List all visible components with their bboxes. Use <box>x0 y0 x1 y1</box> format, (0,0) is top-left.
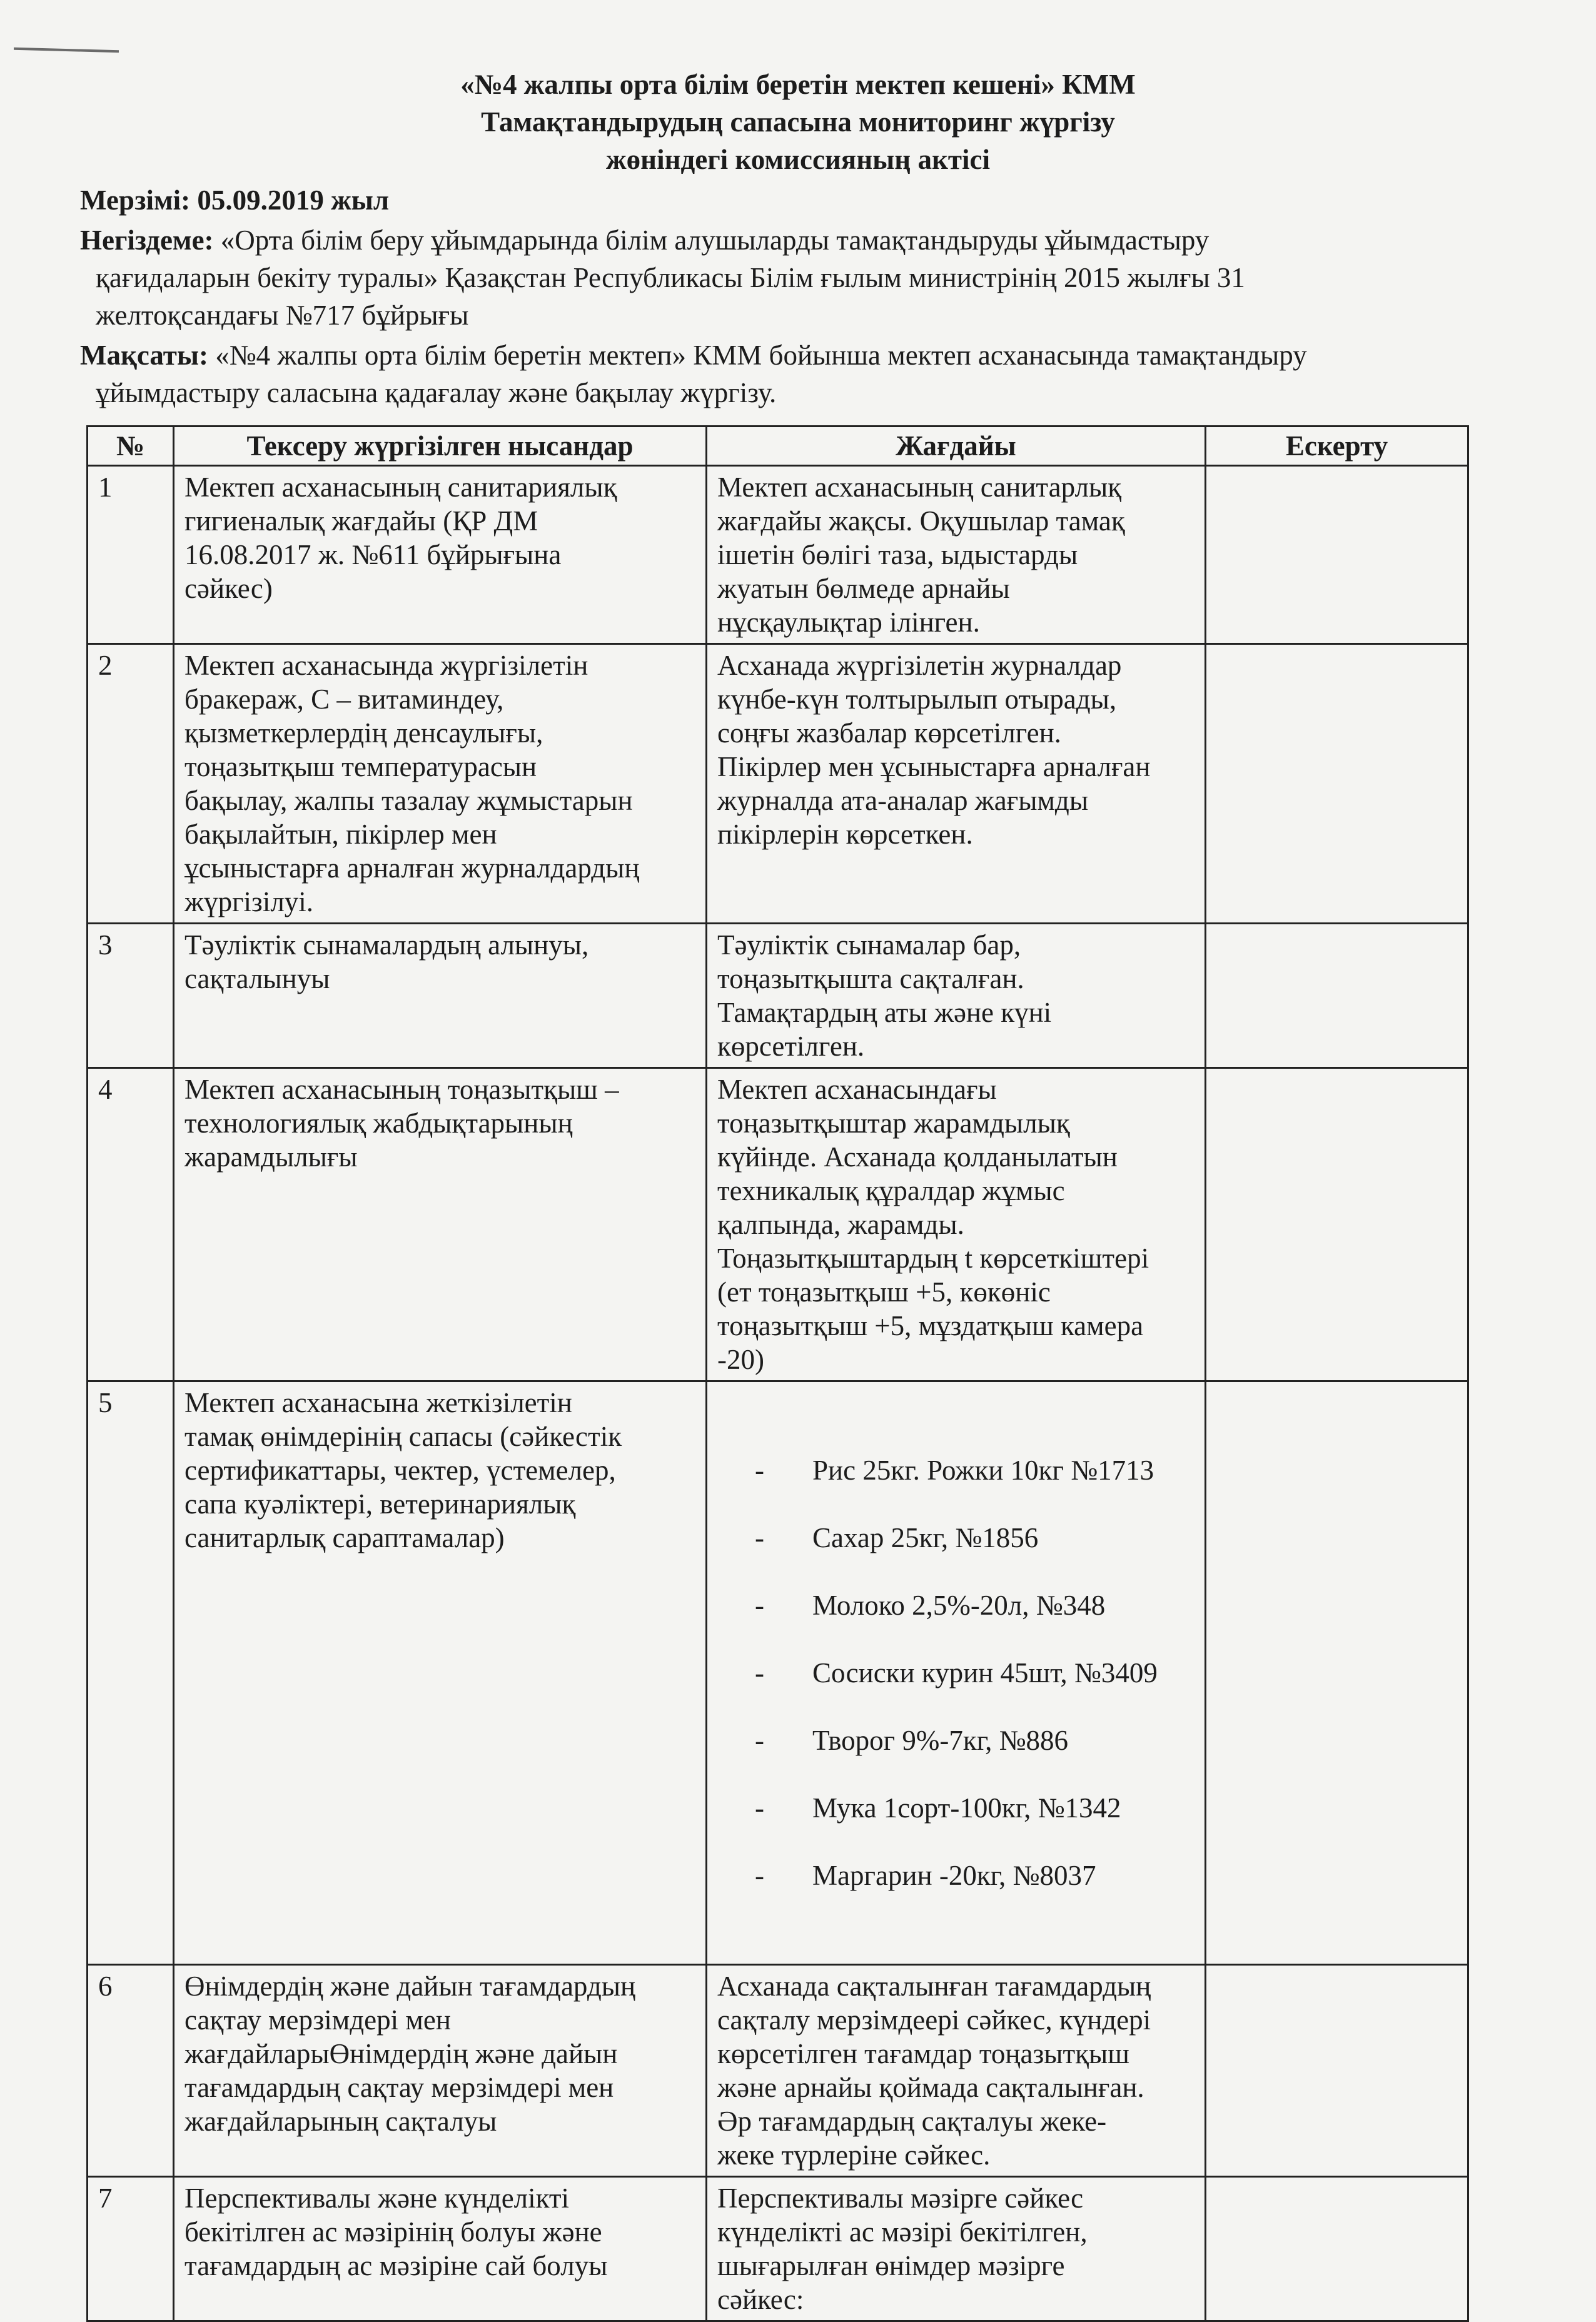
table-row <box>88 1068 1468 1381</box>
product-item: Творог 9%-7кг, №886 <box>812 1725 1069 1756</box>
row-status: Перспективалы мәзірге сәйкес күнделікті ас мәзірі бекітілген, шығарылған өнімдер мәзірге сәйкес: <box>707 2177 1206 2321</box>
goal-line-2: ұйымдастыру саласына қадағалау және бақылау жүргізу. <box>96 377 777 408</box>
goal-row <box>80 336 1481 411</box>
product-item: Молоко 2,5%-20л, №348 <box>812 1590 1106 1621</box>
date-value: 05.09.2019 жыл <box>197 184 390 216</box>
product-item: Маргарин -20кг, №8037 <box>812 1860 1096 1891</box>
product-list <box>717 1420 1194 1926</box>
row-note <box>1206 644 1468 924</box>
table-header-row <box>88 427 1468 466</box>
basis-line-3: желтоқсандағы №717 бұйрығы <box>96 300 469 331</box>
monitoring-table <box>86 425 1469 2322</box>
date-label: Мерзімі: <box>80 184 191 216</box>
product-item: Сахар 25кг, №1856 <box>812 1522 1039 1553</box>
document-header <box>0 66 1596 178</box>
date-row <box>80 181 1481 219</box>
row-number: 2 <box>88 644 174 924</box>
row-note <box>1206 466 1468 644</box>
col-header-number: № <box>88 427 174 466</box>
list-item: - Маргарин -20кг, №8037 <box>755 1860 1096 1891</box>
row-object: Мектеп асханасында жүргізілетін бракераж, С – витаминдеу, қызметкерлердің денсаулығы, тоңазытқыш температурасын бақылау, жалпы тазалау жұмыстарын бақылайтын, пікірлер мен ұсыныстарға арналған журналдардың жүргізілуі. <box>174 644 707 924</box>
product-item: Мука 1сорт-100кг, №1342 <box>812 1792 1121 1824</box>
list-item: - Мука 1сорт-100кг, №1342 <box>755 1792 1121 1824</box>
basis-line-2: қағидаларын бекіту туралы» Қазақстан Республикасы Білім ғылым министрінің 2015 жылғы 31 <box>96 262 1245 293</box>
table-row <box>88 644 1468 924</box>
row-object: Мектеп асханасының тоңазытқыш – технологиялық жабдықтарының жарамдылығы <box>174 1068 707 1381</box>
row-status: Тәуліктік сынамалар бар, тоңазытқышта сақталған. Тамақтардың аты және күні көрсетілген. <box>707 924 1206 1068</box>
list-item: - Сахар 25кг, №1856 <box>755 1522 1039 1553</box>
row-note <box>1206 1381 1468 1965</box>
row-note <box>1206 1068 1468 1381</box>
row-status: Асханада сақталынған тағамдардың сақталу мерзімдеері сәйкес, күндері көрсетілген тағамдар тоңазытқыш және арнайы қоймада сақталынған. Әр тағамдардың сақталуы жеке- жеке түрлеріне сәйкес. <box>707 1965 1206 2177</box>
row-number: 3 <box>88 924 174 1068</box>
basis-row <box>80 221 1481 334</box>
row-status-list <box>707 1381 1206 1965</box>
col-header-note: Ескерту <box>1206 427 1468 466</box>
table-row <box>88 2177 1468 2321</box>
table-row <box>88 924 1468 1068</box>
list-item: - Рис 25кг. Рожки 10кг №1713 <box>755 1455 1154 1486</box>
basis-label: Негіздеме: <box>80 225 214 256</box>
row-status: Мектеп асханасының санитарлық жағдайы жақсы. Оқушылар тамақ ішетін бөлігі таза, ыдыстарды жуатын бөлмеде арнайы нұсқаулықтар ілінген. <box>707 466 1206 644</box>
list-item: - Творог 9%-7кг, №886 <box>755 1725 1069 1756</box>
row-object: Өнімдердің және дайын тағамдардың сақтау мерзімдері мен жағдайларыӨнімдердің және дайын тағамдардың сақтау мерзімдері мен жағдайларының сақталуы <box>174 1965 707 2177</box>
goal-label: Мақсаты: <box>80 340 208 371</box>
table-row <box>88 1965 1468 2177</box>
row-note <box>1206 924 1468 1068</box>
basis-line-1: «Орта білім беру ұйымдарында білім алушыларды тамақтандыруды ұйымдастыру <box>220 225 1210 256</box>
table-row <box>88 466 1468 644</box>
document-meta <box>80 181 1481 414</box>
row-object: Перспективалы және күнделікті бекітілген ас мәзірінің болуы және тағамдардың ас мәзіріне сай болуы <box>174 2177 707 2321</box>
row-object: Тәуліктік сынамалардың алынуы, сақталынуы <box>174 924 707 1068</box>
row-number: 5 <box>88 1381 174 1965</box>
row-number: 1 <box>88 466 174 644</box>
col-header-status: Жағдайы <box>707 427 1206 466</box>
row-status: Асханада жүргізілетін журналдар күнбе-күн толтырылып отырады, соңғы жазбалар көрсетілген. Пікірлер мен ұсыныстарға арналған журналда ата-аналар жағымды пікірлерін көрсеткен. <box>707 644 1206 924</box>
row-status: Мектеп асханасындағы тоңазытқыштар жарамдылық күйінде. Асханада қолданылатын техникалық құралдар жұмыс қалпында, жарамды. Тоңазытқыштардың t көрсеткіштері (ет тоңазытқыш +5, көкөніс тоңазытқыш +5, мұздатқыш камера -20) <box>707 1068 1206 1381</box>
row-object: Мектеп асханасына жеткізілетін тамақ өнімдерінің сапасы (сәйкестік сертификаттары, чектер, үстемелер, сапа куәліктері, ветеринариялық санитарлық сараптамалар) <box>174 1381 707 1965</box>
row-object: Мектеп асханасының санитариялық гигиеналық жағдайы (ҚР ДМ 16.08.2017 ж. №611 бұйрығына сәйкес) <box>174 466 707 644</box>
scan-mark <box>14 48 119 53</box>
header-line-1: «№4 жалпы орта білім беретін мектеп кешені» КММ <box>460 69 1136 100</box>
row-number: 7 <box>88 2177 174 2321</box>
row-note <box>1206 2177 1468 2321</box>
table-row <box>88 1381 1468 1965</box>
row-number: 6 <box>88 1965 174 2177</box>
goal-line-1: «№4 жалпы орта білім беретін мектеп» КММ бойынша мектеп асханасында тамақтандыру <box>215 340 1307 371</box>
product-item: Сосиски курин 45шт, №3409 <box>812 1657 1158 1688</box>
row-number: 4 <box>88 1068 174 1381</box>
header-line-2: Тамақтандырудың сапасына мониторинг жүргізу <box>481 106 1115 138</box>
header-line-3: жөніндегі комиссияның актісі <box>606 144 990 175</box>
product-item: Рис 25кг. Рожки 10кг №1713 <box>812 1455 1154 1486</box>
col-header-objects: Тексеру жүргізілген нысандар <box>174 427 707 466</box>
row-note <box>1206 1965 1468 2177</box>
list-item: - Молоко 2,5%-20л, №348 <box>755 1590 1106 1621</box>
list-item: - Сосиски курин 45шт, №3409 <box>755 1657 1158 1688</box>
